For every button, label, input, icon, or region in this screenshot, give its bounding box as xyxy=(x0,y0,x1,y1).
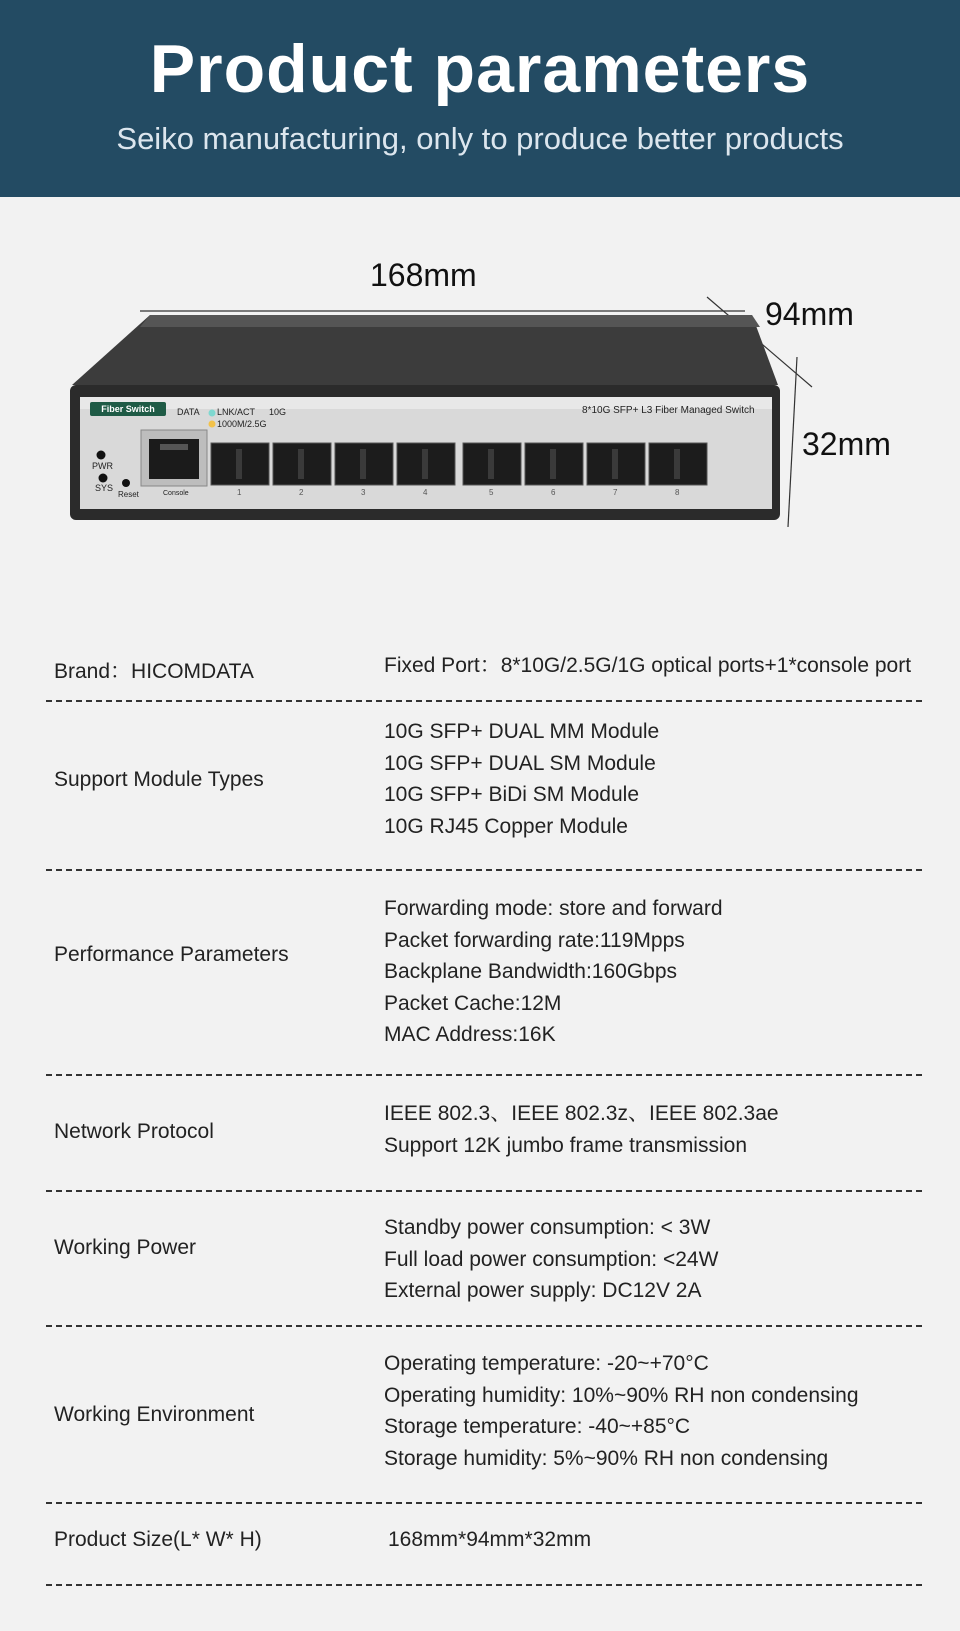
spec-value: 10G SFP+ DUAL SM Module xyxy=(384,751,656,775)
port-number-row xyxy=(211,488,707,500)
spec-row-product-size xyxy=(46,1504,922,1586)
product-illustration xyxy=(0,197,960,617)
spec-row-network-protocol xyxy=(46,1076,922,1192)
spec-row-brand xyxy=(46,630,922,702)
spec-label: Performance Parameters xyxy=(54,943,289,966)
sys-label: SYS xyxy=(95,483,114,493)
spec-row-working-power xyxy=(46,1192,922,1327)
port-number: 8 xyxy=(675,488,680,497)
length-dimension: 168mm xyxy=(370,257,477,293)
spec-value: Packet forwarding rate:119Mpps xyxy=(384,928,685,952)
spec-value: Operating temperature: -20~+70°C xyxy=(384,1352,709,1375)
spec-value: Full load power consumption: <24W xyxy=(384,1247,719,1271)
lnk-act-label: LNK/ACT xyxy=(217,407,256,417)
spec-value: Storage temperature: -40~+85°C xyxy=(384,1415,691,1438)
data-label: DATA xyxy=(177,407,200,417)
spec-values xyxy=(384,893,723,1051)
width-dimension: 94mm xyxy=(765,296,854,332)
spec-label: Product Size(L* W* H) xyxy=(54,1528,262,1551)
spec-value: IEEE 802.3、IEEE 802.3z、IEEE 802.3ae xyxy=(384,1102,779,1125)
spec-values xyxy=(384,1212,718,1307)
spec-label: Network Protocol xyxy=(54,1120,214,1143)
spec-values xyxy=(384,716,659,842)
spec-value: Storage humidity: 5%~90% RH non condensing xyxy=(384,1446,829,1470)
speed-low-label: 1000M/2.5G xyxy=(217,419,267,429)
model-label: 8*10G SFP+ L3 Fiber Managed Switch xyxy=(582,405,755,416)
port-number: 5 xyxy=(489,488,494,497)
page-subtitle: Seiko manufacturing, only to produce better products xyxy=(116,121,844,156)
height-dimension: 32mm xyxy=(802,426,891,462)
port-number: 6 xyxy=(551,488,556,497)
spec-label: Working Power xyxy=(54,1236,196,1259)
reset-label: Reset xyxy=(118,490,139,499)
spec-value: 10G RJ45 Copper Module xyxy=(384,814,628,838)
spec-label: Working Environment xyxy=(54,1403,255,1426)
spec-value: Support 12K jumbo frame transmission xyxy=(384,1133,747,1157)
port-number: 7 xyxy=(613,488,618,497)
spec-values xyxy=(388,1524,591,1556)
page-header xyxy=(0,0,960,197)
spec-value: External power supply: DC12V 2A xyxy=(384,1279,702,1302)
spec-value: Packet Cache:12M xyxy=(384,991,562,1015)
fixed-port-value xyxy=(384,650,911,682)
spec-value: Forwarding mode: store and forward xyxy=(384,897,723,920)
spec-values xyxy=(384,1098,779,1161)
port-number: 1 xyxy=(237,488,242,497)
spec-row-working-environment xyxy=(46,1327,922,1504)
console-label: Console xyxy=(163,490,189,497)
page-title: Product parameters xyxy=(149,31,811,107)
port-number: 2 xyxy=(299,488,304,497)
fiber-switch-badge: Fiber Switch xyxy=(101,404,155,414)
pwr-label: PWR xyxy=(92,461,113,471)
spec-value: MAC Address:16K xyxy=(384,1023,556,1046)
spec-row-performance xyxy=(46,871,922,1076)
spec-row-module-types xyxy=(46,702,922,871)
spec-value: Backplane Bandwidth:160Gbps xyxy=(384,960,678,983)
brand-label: Brand：HICOMDATA xyxy=(54,660,254,683)
spec-value: 10G SFP+ DUAL MM Module xyxy=(384,720,660,743)
port-number: 3 xyxy=(361,488,366,497)
port-number: 4 xyxy=(423,488,428,497)
spec-values xyxy=(384,1348,859,1474)
spec-value: Fixed Port：8*10G/2.5G/1G optical ports+1*console port xyxy=(384,654,912,677)
spec-value: Operating humidity: 10%~90% RH non condensing xyxy=(384,1383,859,1407)
spec-label: Support Module Types xyxy=(54,768,264,791)
spec-value: 10G SFP+ BiDi SM Module xyxy=(384,783,640,806)
speed-10g-label: 10G xyxy=(269,407,287,417)
spec-value: 168mm*94mm*32mm xyxy=(388,1528,592,1551)
spec-value: Standby power consumption: < 3W xyxy=(384,1216,711,1239)
